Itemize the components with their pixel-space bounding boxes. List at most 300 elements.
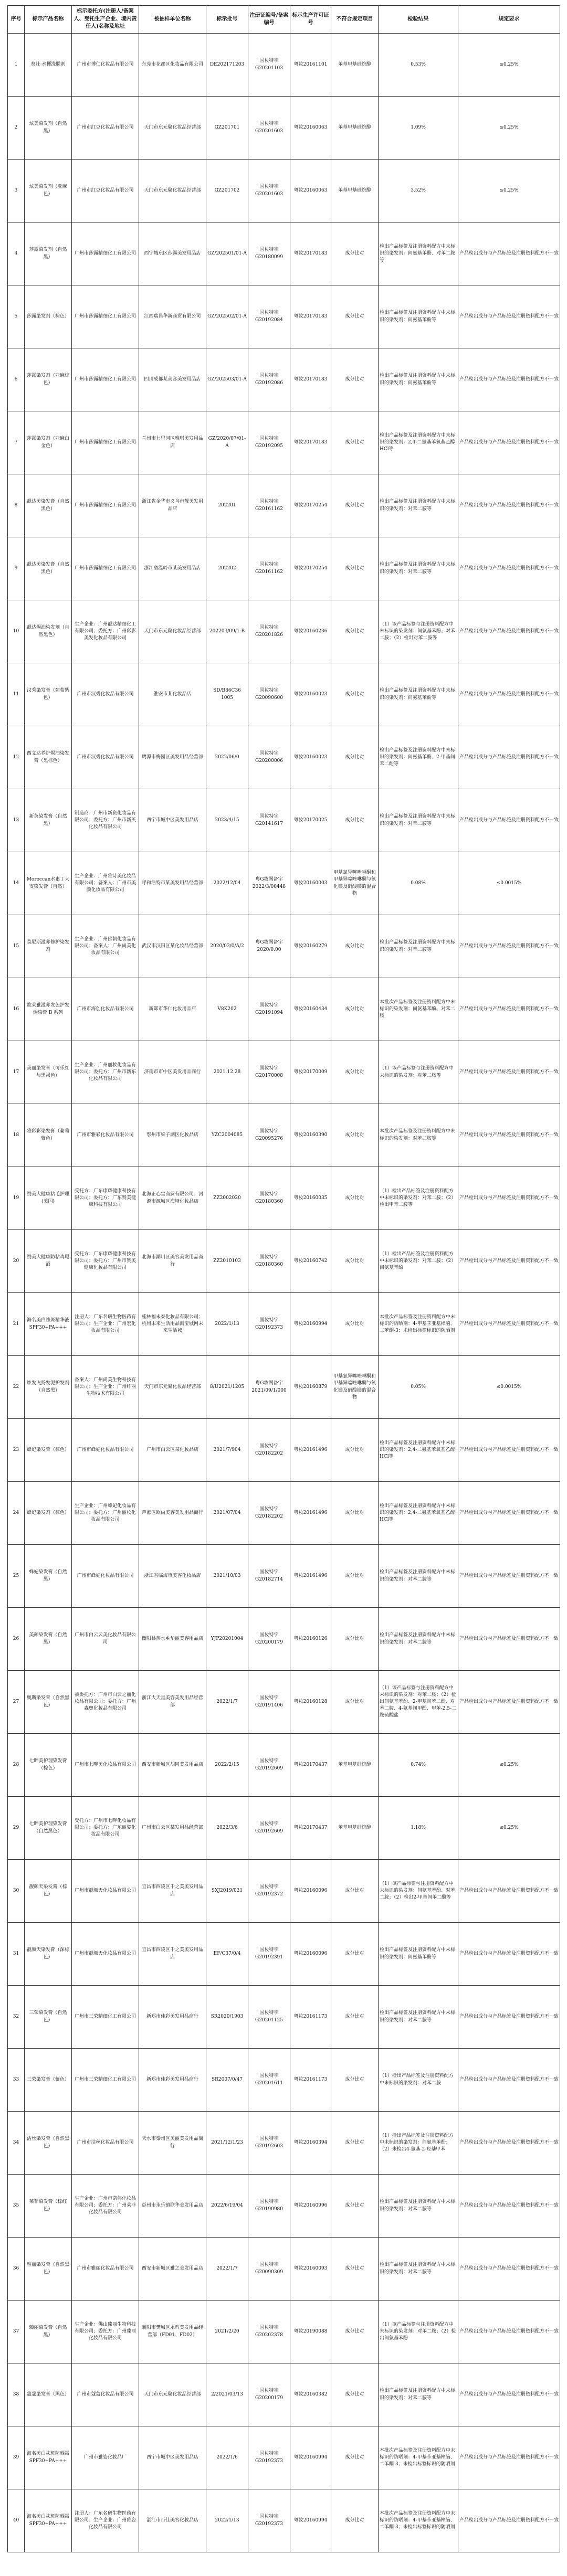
cell-entrusting-party: 广州市三荣精细化工有限公司 — [72, 2049, 139, 2112]
cell-sampled-unit: 天水市秦州区美丽美发用品商行 — [139, 2112, 206, 2175]
cell-product-name: 海名美白祛斑防晒霜SPF30+PA+++ — [25, 2489, 72, 2552]
cell-entrusting-party: 广州市白云云美化妆品有限公司 — [72, 1608, 139, 1671]
cell-batch-number: YZC2004085 — [206, 1104, 248, 1167]
cell-requirement: 产品检出成分与产品标签及注册资料配方不一致 — [458, 2112, 560, 2175]
cell-batch-number: ZZ2010103 — [206, 1230, 248, 1293]
cell-nonconforming-item: 成分比对 — [331, 726, 379, 789]
cell-index: 36 — [8, 2238, 25, 2301]
cell-requirement: 产品检出成分与产品标签及注册资料配方不一致 — [458, 789, 560, 852]
cell-test-result: （1）该产品标签与注册资料配方中未标识的染发剂：对苯二胺等 — [379, 1041, 458, 1104]
cell-test-result: 0.05% — [379, 1356, 458, 1419]
cell-index: 34 — [8, 2112, 25, 2175]
cell-batch-number: 2022/2/15 — [206, 1734, 248, 1797]
cell-batch-number: DE202171203 — [206, 34, 248, 97]
cell-batch-number: YJP20201004 — [206, 1608, 248, 1671]
cell-batch-number: EF/C37/0/4 — [206, 1923, 248, 1986]
cell-sampled-unit: 广州市白云区某化妆品店 — [139, 1419, 206, 1482]
cell-entrusting-party: 生产企业：广州靓达精细化工有限公司；委托方：广州彩影美发化妆品有限公司 — [72, 600, 139, 663]
cell-nonconforming-item: 甲基氯异噻唑啉酮和甲基异噻唑啉酮与氯化镁及硝酸镁的混合物 — [331, 1356, 379, 1419]
cell-test-result: 检出产品标签及注册资料配方中未标识的染发剂：2,4-二氨基苯氧基乙醇HCl等 — [379, 1419, 458, 1482]
cell-requirement: 产品检出成分与产品标签及注册资料配方不一致 — [458, 222, 560, 285]
cell-test-result: （1）检出产品标签及注册资料配方中未标识的染发剂：对苯二胺；（2）检出甲苯二胺等 — [379, 1167, 458, 1230]
cell-index: 12 — [8, 726, 25, 789]
table-row — [8, 1860, 560, 1923]
cell-requirement: ≤0.25% — [458, 97, 560, 160]
cell-requirement: 产品检出成分与产品标签及注册资料配方不一致 — [458, 1986, 560, 2049]
cell-index: 20 — [8, 1230, 25, 1293]
table-row — [8, 1671, 560, 1734]
cell-license-number: 粤妆20160126 — [290, 1608, 331, 1671]
cell-license-number: 粤妆20160096 — [290, 1923, 331, 1986]
cell-batch-number: ZZ2002020 — [206, 1167, 248, 1230]
table-row — [8, 1356, 560, 1419]
cell-registration-number: 国妆特字G20180360 — [248, 1230, 290, 1293]
cell-license-number: 粤妆20160394 — [290, 2112, 331, 2175]
cell-nonconforming-item: 成分比对 — [331, 2238, 379, 2301]
cell-product-name: 莎露染发剂（自然黑） — [25, 222, 72, 285]
cell-test-result: 0.53% — [379, 34, 458, 97]
cell-entrusting-party: 注册人：广东名研生物医药有限公司；生产企业：广州宏化妆品有限公司 — [72, 1293, 139, 1356]
cell-license-number: 粤妆20170183 — [290, 285, 331, 348]
table-row — [8, 2175, 560, 2238]
cell-nonconforming-item: 成分比对 — [331, 1671, 379, 1734]
cell-entrusting-party: 广州市雅丽化妆品有限公司 — [72, 2238, 139, 2301]
cell-sampled-unit: 天门市东元聚化妆品经营部 — [139, 2363, 206, 2426]
cell-product-name: 奥斯染发膏（自然黑色） — [25, 1671, 72, 1734]
cell-nonconforming-item: 成分比对 — [331, 1419, 379, 1482]
cell-license-number: 粤妆20160996 — [290, 2175, 331, 2238]
cell-sampled-unit: 浙江省温岭市某美发用品店 — [139, 537, 206, 600]
cell-requirement: 产品检出成分与产品标签及注册资料配方不一致 — [458, 1482, 560, 1545]
cell-product-name: 欧莱雅滋养发色护发焗染膏 B 系列 — [25, 978, 72, 1041]
cell-requirement: 产品检出成分与产品标签及注册资料配方不一致 — [458, 600, 560, 663]
cell-sampled-unit: 新郑市佳彩美发用品商行 — [139, 1986, 206, 2049]
cell-nonconforming-item: 成分比对 — [331, 663, 379, 726]
cell-batch-number: 2021/12/1/23 — [206, 2112, 248, 2175]
cell-requirement: 产品检出成分与产品标签及注册资料配方不一致 — [458, 474, 560, 537]
cell-product-name: 靓颜天染发膏（棕色） — [25, 1860, 72, 1923]
cell-requirement: 产品检出成分与产品标签及注册资料配方不一致 — [458, 1041, 560, 1104]
cell-test-result: 检出产品标签及注册资料配方中未标识的染发剂：间氨基苯酚等 — [379, 285, 458, 348]
cell-nonconforming-item: 苯基甲基硅烷醇 — [331, 1734, 379, 1797]
cell-sampled-unit: 鄂州市梁子湖区化妆品店 — [139, 1104, 206, 1167]
cell-registration-number: 国妆特字G20095276 — [248, 1104, 290, 1167]
table-row — [8, 1482, 560, 1545]
cell-batch-number: 202201 — [206, 474, 248, 537]
cell-sampled-unit: 呼和浩特市某美发用品经营部 — [139, 852, 206, 915]
cell-requirement: 产品检出成分与产品标签及注册资料配方不一致 — [458, 2301, 560, 2363]
cell-nonconforming-item: 成分比对 — [331, 1482, 379, 1545]
cell-requirement: 产品检出成分与产品标签及注册资料配方不一致 — [458, 1608, 560, 1671]
cell-entrusting-party: 广州市三荣精细化工有限公司 — [72, 1986, 139, 2049]
cell-batch-number: 2022/1/7 — [206, 2238, 248, 2301]
cell-license-number: 粤妆20170183 — [290, 348, 331, 411]
cell-nonconforming-item: 成分比对 — [331, 222, 379, 285]
cell-entrusting-party: 广州市蔻蔻化妆品有限公司 — [72, 2363, 139, 2426]
cell-batch-number: 2022/1/6 — [206, 2426, 248, 2489]
cell-entrusting-party: 受托方：广州市七畔化妆品有限公司；委托方：广东丽姿化妆品有限公司 — [72, 1797, 139, 1860]
cell-product-name: 靓达焗油染发剂（自然黑色） — [25, 600, 72, 663]
cell-index: 22 — [8, 1356, 25, 1419]
cell-sampled-unit: 新郑市佳彩美发用品商行 — [139, 2049, 206, 2112]
cell-license-number: 粤妆20160236 — [290, 600, 331, 663]
cell-index: 24 — [8, 1482, 25, 1545]
cell-product-name: 蜂妃染发膏（棕色） — [25, 1419, 72, 1482]
cell-entrusting-party: 生产企业：广州丽妆化妆品有限公司；委托方：广州市新东化妆品有限公司 — [72, 1041, 139, 1104]
table-row — [8, 726, 560, 789]
cell-registration-number: 国妆特字G20182202 — [248, 1482, 290, 1545]
cell-license-number: 粤妆20170183 — [290, 222, 331, 285]
cell-batch-number: 2022/1/7 — [206, 1671, 248, 1734]
cell-requirement: 产品检出成分与产品标签及注册资料配方不一致 — [458, 663, 560, 726]
cell-sampled-unit: 浙江省金华市义乌市靓美发用品店 — [139, 474, 206, 537]
cell-test-result: 检出产品标签及注册资料配方中未标识的染发剂：对苯二胺等 — [379, 474, 458, 537]
cell-license-number: 粤妆20160742 — [290, 1230, 331, 1293]
table-row — [8, 978, 560, 1041]
table-row — [8, 1293, 560, 1356]
cell-requirement: 产品检出成分与产品标签及注册资料配方不一致 — [458, 1104, 560, 1167]
table-row — [8, 34, 560, 97]
cell-test-result: 1.18% — [379, 1797, 458, 1860]
cell-nonconforming-item: 成分比对 — [331, 2489, 379, 2552]
cell-nonconforming-item: 成分比对 — [331, 1104, 379, 1167]
cell-product-name: 新英染发膏（自然黑） — [25, 789, 72, 852]
cell-index: 28 — [8, 1734, 25, 1797]
cell-entrusting-party: 广州市蜂妃化妆品有限公司 — [72, 1419, 139, 1482]
cell-license-number: 粤妆20161173 — [290, 2049, 331, 2112]
cell-index: 23 — [8, 1419, 25, 1482]
inspection-results-table — [7, 5, 560, 2552]
cell-entrusting-party: 广州市雅姿化妆品厂 — [72, 2426, 139, 2489]
cell-nonconforming-item: 成分比对 — [331, 789, 379, 852]
cell-registration-number: 国妆特字G20192391 — [248, 1923, 290, 1986]
cell-license-number: 粤妆20190088 — [290, 2301, 331, 2363]
cell-nonconforming-item: 成分比对 — [331, 285, 379, 348]
cell-test-result: （1）检出产品标签及注册资料配方中未标识的染发剂：对苯二胺 — [379, 2049, 458, 2112]
cell-product-name: Moroccan水素丁大支染发膏（自然） — [25, 852, 72, 915]
cell-product-name: 三荣染发膏（自然色） — [25, 1986, 72, 2049]
cell-requirement: 产品检出成分与产品标签及注册资料配方不一致 — [458, 2489, 560, 2552]
cell-batch-number: 2021/07/04 — [206, 1482, 248, 1545]
cell-license-number: 粤妆20160096 — [290, 1860, 331, 1923]
cell-index: 5 — [8, 285, 25, 348]
cell-test-result: 检出产品标签及注册资料配方中未标识的染发剂：2,4-二氨基苯氧基乙醇HCl等 — [379, 1482, 458, 1545]
cell-batch-number: 2022/1/13 — [206, 1293, 248, 1356]
cell-entrusting-party: 生产企业：广州雅诗美化妆品有限公司；备案人：广州市美颜化妆品有限公司 — [72, 852, 139, 915]
cell-batch-number: SR2020/1903 — [206, 1986, 248, 2049]
cell-sampled-unit: 鹰潭市梅园区美发用品经营部 — [139, 726, 206, 789]
table-row — [8, 1797, 560, 1860]
table-body — [8, 34, 560, 2552]
table-header-row — [8, 6, 560, 34]
cell-requirement: 产品检出成分与产品标签及注册资料配方不一致 — [458, 915, 560, 978]
table-row — [8, 1419, 560, 1482]
cell-entrusting-party: 生产企业：广州蜂妃化妆品有限公司；委托方：广州丽妆化妆品有限公司 — [72, 1482, 139, 1545]
cell-batch-number: SR2007/0/47 — [206, 2049, 248, 2112]
cell-index: 17 — [8, 1041, 25, 1104]
cell-registration-number: 国妆特字G20192603 — [248, 2112, 290, 2175]
cell-nonconforming-item: 成分比对 — [331, 2301, 379, 2363]
cell-sampled-unit: 东莞市花都区化妆品有限公司 — [139, 34, 206, 97]
cell-registration-number: 国妆特字G20201603 — [248, 160, 290, 222]
table-row — [8, 1230, 560, 1293]
cell-registration-number: 国妆特字G20192373 — [248, 2489, 290, 2552]
cell-license-number: 粤妆20161173 — [290, 1986, 331, 2049]
cell-entrusting-party: 制造商：广州市新资化妆品有限公司；委托方：广州市新英化妆品有限公司 — [72, 789, 139, 852]
cell-registration-number: 国妆特字G20200179 — [248, 2363, 290, 2426]
cell-test-result: 本批次产品标签及注册资料配方中未标识的染发剂：间氨基苯酚、对苯二胺 — [379, 978, 458, 1041]
cell-index: 27 — [8, 1671, 25, 1734]
cell-requirement: 产品检出成分与产品标签及注册资料配方不一致 — [458, 348, 560, 411]
cell-registration-number: 国妆特字G20192609 — [248, 1734, 290, 1797]
cell-requirement: 产品检出成分与产品标签及注册资料配方不一致 — [458, 1860, 560, 1923]
cell-registration-number: 国妆特字G20182714 — [248, 1545, 290, 1608]
cell-registration-number: 国妆特字G20192609 — [248, 1797, 290, 1860]
cell-nonconforming-item: 成分比对 — [331, 1986, 379, 2049]
cell-registration-number: 国妆特字G20190980 — [248, 2175, 290, 2238]
cell-nonconforming-item: 苯基甲基硅烷醇 — [331, 1797, 379, 1860]
cell-product-name: 炫美染发剂（自然黑） — [25, 97, 72, 160]
cell-batch-number: 2021/2/20 — [206, 2301, 248, 2363]
cell-batch-number: 2021.12.28 — [206, 1041, 248, 1104]
cell-index: 31 — [8, 1923, 25, 1986]
cell-requirement: ≤0.25% — [458, 34, 560, 97]
cell-product-name: 葵壮·水梗洗脱剂 — [25, 34, 72, 97]
cell-index: 18 — [8, 1104, 25, 1167]
cell-test-result: 0.08% — [379, 852, 458, 915]
cell-nonconforming-item: 成分比对 — [331, 2363, 379, 2426]
cell-product-name: 七畔美护理染发膏（棕色） — [25, 1734, 72, 1797]
cell-registration-number: 粤G妆网备字2021/09/1/000 — [248, 1356, 290, 1419]
cell-sampled-unit: 西宁市城中区美发用品店 — [139, 789, 206, 852]
cell-sampled-unit: 西宁城东区莎露美发用品店 — [139, 222, 206, 285]
cell-registration-number: 国妆特字G20170008 — [248, 1041, 290, 1104]
cell-product-name: 三荣染发膏（紫色） — [25, 2049, 72, 2112]
cell-nonconforming-item: 成分比对 — [331, 1293, 379, 1356]
cell-sampled-unit: 兰州市七里河区雅琪美发用品店 — [139, 411, 206, 474]
cell-batch-number: V8K202 — [206, 978, 248, 1041]
header-entrusting-party: 标示委托方(注册人/备案人、受托生产企业、境内责任人)名称及地址 — [72, 6, 139, 34]
table-row — [8, 1104, 560, 1167]
cell-license-number: 粤妆20170009 — [290, 1041, 331, 1104]
cell-sampled-unit: 西安市新城区雅之美发用品店 — [139, 2238, 206, 2301]
cell-requirement: 产品检出成分与产品标签及注册资料配方不一致 — [458, 1923, 560, 1986]
cell-test-result: （1）该产品标签与注册资料配方中未标识的染发剂：间氨基苯酚、对苯二胺；（2）检出2-甲基间苯二酚等 — [379, 1860, 458, 1923]
cell-license-number: 粤妆20170183 — [290, 411, 331, 474]
table-row — [8, 2363, 560, 2426]
cell-license-number: 粤妆20170025 — [290, 789, 331, 852]
table-row — [8, 537, 560, 600]
cell-nonconforming-item: 成分比对 — [331, 1167, 379, 1230]
cell-test-result: 检出产品标签及注册资料配方中未标识的染发剂：间氨基苯酚等 — [379, 1923, 458, 1986]
cell-test-result: 检出产品标签及注册资料配方中未标识的染发剂：间氨基苯酚、2-甲基间苯二酚等 — [379, 726, 458, 789]
cell-sampled-unit: 西安市新城区胡同美发用品店 — [139, 1734, 206, 1797]
cell-entrusting-party: 广州市七畔美化妆品有限公司 — [72, 1734, 139, 1797]
cell-test-result: （1）该产品标签与注册资料配方中未标识的染发剂：对苯二胺；（2）检出间氨基苯酚 — [379, 2301, 458, 2363]
table-row — [8, 2238, 560, 2301]
cell-requirement: 产品检出成分与产品标签及注册资料配方不一致 — [458, 978, 560, 1041]
table-row — [8, 1041, 560, 1104]
cell-sampled-unit: 济南市市中区美发用品商行 — [139, 1041, 206, 1104]
cell-registration-number: 国妆特字G20141617 — [248, 789, 290, 852]
header-sampled-unit: 被抽样单位名称 — [139, 6, 206, 34]
cell-product-name: 蜂妃染发膏（自然黑） — [25, 1545, 72, 1608]
cell-nonconforming-item: 成分比对 — [331, 600, 379, 663]
cell-test-result: （1）检出产品标签及注册资料配方中未标识的染发剂：间氨基苯酚；（2）未检出4-氨基-2-羟基甲苯 — [379, 2112, 458, 2175]
table-row — [8, 1923, 560, 1986]
cell-license-number: 粤妆20160879 — [290, 1356, 331, 1419]
cell-product-name: 莫尼斯滋养修护染发剂 — [25, 915, 72, 978]
table-row — [8, 222, 560, 285]
cell-license-number: 粤妆20170437 — [290, 1734, 331, 1797]
cell-requirement: 产品检出成分与产品标签及注册资料配方不一致 — [458, 411, 560, 474]
cell-index: 11 — [8, 663, 25, 726]
cell-entrusting-party: 广州市汉秀化妆品有限公司 — [72, 663, 139, 726]
cell-registration-number: 国妆特字G20180099 — [248, 222, 290, 285]
cell-entrusting-party: 备案人：广州尚美生物科技有限公司；生产企业：广州纤丽生物技术有限公司 — [72, 1356, 139, 1419]
cell-test-result: 检出产品标签及注册资料配方中未标识的染发剂：对苯二胺等 — [379, 2238, 458, 2301]
cell-product-name: 炫美染发剂（亚麻色） — [25, 160, 72, 222]
cell-sampled-unit: 西宁市城中区美发用品店 — [139, 2426, 206, 2489]
table-row — [8, 663, 560, 726]
cell-nonconforming-item: 成分比对 — [331, 1923, 379, 1986]
table-row — [8, 97, 560, 160]
table-row — [8, 160, 560, 222]
cell-test-result: 检出产品标签及注册资料配方中未标识的染发剂：2,4-二氨基苯氧基乙醇HCl等 — [379, 411, 458, 474]
cell-batch-number: SXJ2019/021 — [206, 1860, 248, 1923]
cell-registration-number: 国妆特字G20192086 — [248, 348, 290, 411]
cell-entrusting-party: 注册人：广东名研生物医药有限公司；生产企业：广州雅姿化妆品有限公司 — [72, 2489, 139, 2552]
cell-batch-number: GZ201702 — [206, 160, 248, 222]
cell-registration-number: 国妆特字G20201611 — [248, 2049, 290, 2112]
cell-registration-number: 国妆特字G20200179 — [248, 1608, 290, 1671]
cell-test-result: 检出产品标签及注册资料配方中未标识的染发剂：对苯二胺等 — [379, 1986, 458, 2049]
cell-test-result: 本批次产品标签及注册资料配方中未标识的防晒剂：4-甲基苄亚基樟脑、二苯酮-3；未检出标签标识的防晒剂 — [379, 1293, 458, 1356]
cell-index: 33 — [8, 2049, 25, 2112]
cell-sampled-unit: 四川成都某美容美发用品店 — [139, 348, 206, 411]
cell-product-name: 莎露染发剂（亚麻棕色） — [25, 348, 72, 411]
cell-license-number: 粤妆20160279 — [290, 915, 331, 978]
cell-index: 40 — [8, 2489, 25, 2552]
cell-product-name: 靓达美染发膏（自然黑色） — [25, 474, 72, 537]
cell-registration-number: 国妆特字G20192373 — [248, 2426, 290, 2489]
cell-test-result: 检出产品标签及注册资料配方中未标识的染发剂：对苯二胺等 — [379, 2363, 458, 2426]
cell-sampled-unit: 襄阳市樊城区永辉美发用品经营部（FD01、FD02） — [139, 2301, 206, 2363]
cell-sampled-unit: 彭州市永乐镇联华美发用品店 — [139, 2175, 206, 2238]
cell-test-result: 检出产品标签及注册资料配方中未标识的染发剂：对苯二胺等 — [379, 1608, 458, 1671]
cell-entrusting-party: 广州市海创化妆品有限公司 — [72, 978, 139, 1041]
cell-index: 26 — [8, 1608, 25, 1671]
cell-index: 15 — [8, 915, 25, 978]
cell-test-result: 本批次产品标签及注册资料配方中未标识的防晒剂：4-甲基苄亚基樟脑、二苯酮-3；未检出标签标识的防晒剂 — [379, 2426, 458, 2489]
cell-index: 9 — [8, 537, 25, 600]
cell-batch-number: 2022/6/19/04 — [206, 2175, 248, 2238]
cell-index: 30 — [8, 1860, 25, 1923]
cell-license-number: 粤妆20160023 — [290, 663, 331, 726]
cell-test-result: 本批次产品标签及注册资料配方中未标识的染发剂：对苯二胺等 — [379, 1104, 458, 1167]
cell-requirement: 产品检出成分与产品标签及注册资料配方不一致 — [458, 285, 560, 348]
cell-license-number: 粤妆20160994 — [290, 1293, 331, 1356]
table-row — [8, 285, 560, 348]
cell-entrusting-party: 广州市莎露精细化工有限公司 — [72, 537, 139, 600]
cell-nonconforming-item: 苯基甲基硅烷醇 — [331, 160, 379, 222]
cell-test-result: 检出产品标签及注册资料配方中未标识的染发剂：间氨基苯酚、对苯二胺等 — [379, 222, 458, 285]
header-test-result: 检验结果 — [379, 6, 458, 34]
cell-sampled-unit: 北海市潮川区美容美发用品商行 — [139, 1230, 206, 1293]
cell-product-name: 洁丝染发膏（自然黑色） — [25, 2112, 72, 2175]
cell-test-result: 检出产品标签及注册资料配方中未标识的染发剂：对苯二胺等 — [379, 2175, 458, 2238]
cell-license-number: 粤妆20160128 — [290, 1671, 331, 1734]
cell-product-name: 美丽染发膏（可乐红与黑褐色） — [25, 1041, 72, 1104]
cell-batch-number: 2022/3/6 — [206, 1797, 248, 1860]
table-row — [8, 789, 560, 852]
header-batch-number: 标示批号 — [206, 6, 248, 34]
cell-requirement: 产品检出成分与产品标签及注册资料配方不一致 — [458, 1419, 560, 1482]
cell-requirement: 产品检出成分与产品标签及注册资料配方不一致 — [458, 1293, 560, 1356]
cell-batch-number: GZ/202502/01-A — [206, 285, 248, 348]
cell-requirement: 产品检出成分与产品标签及注册资料配方不一致 — [458, 537, 560, 600]
cell-requirement: ≤0.25% — [458, 160, 560, 222]
table-row — [8, 2426, 560, 2489]
cell-registration-number: 国妆特字G20191094 — [248, 978, 290, 1041]
cell-sampled-unit: 北海正心堂商贸有限公司；河源市源城区海垭化妆品店 — [139, 1167, 206, 1230]
cell-registration-number: 国妆特字G20201125 — [248, 1986, 290, 2049]
cell-batch-number: 2021/10/03 — [206, 1545, 248, 1608]
cell-index: 39 — [8, 2426, 25, 2489]
cell-registration-number: 国妆特字G20161162 — [248, 474, 290, 537]
cell-test-result: 检出产品标签及注册资料配方中未标识的染发剂：对苯二胺等 — [379, 789, 458, 852]
cell-license-number: 粤妆20160003 — [290, 852, 331, 915]
cell-product-name: 蜂妃染发剂（棕色） — [25, 1482, 72, 1545]
cell-product-name: 赞美大健康防粘鸡尾酒 — [25, 1230, 72, 1293]
table-row — [8, 348, 560, 411]
cell-batch-number: 2023/4/15 — [206, 789, 248, 852]
cell-entrusting-party: 广州市洁丝化妆品有限公司 — [72, 2112, 139, 2175]
cell-requirement: 产品检出成分与产品标签及注册资料配方不一致 — [458, 2175, 560, 2238]
cell-entrusting-party: 生产企业：广州市诺伟化妆品有限公司；委托方：广州莱菲化妆品有限公司 — [72, 2175, 139, 2238]
cell-index: 6 — [8, 348, 25, 411]
cell-nonconforming-item: 成分比对 — [331, 537, 379, 600]
cell-entrusting-party: 广州市莎露精细化工有限公司 — [72, 285, 139, 348]
table-row — [8, 1167, 560, 1230]
cell-sampled-unit: 宜昌市西陵区千之美美发用品店 — [139, 1923, 206, 1986]
cell-nonconforming-item: 成分比对 — [331, 915, 379, 978]
cell-test-result: （1）检出产品标签及注册资料配方中未标识的染发剂：对苯二胺；（2）间氨基苯酚 — [379, 1230, 458, 1293]
table-row — [8, 1545, 560, 1608]
cell-nonconforming-item: 苯基甲基硅烷醇 — [331, 34, 379, 97]
cell-index: 21 — [8, 1293, 25, 1356]
cell-registration-number: 国妆特字G20200006 — [248, 726, 290, 789]
cell-product-name: 美颜染发膏（自然黑） — [25, 1608, 72, 1671]
cell-nonconforming-item: 成分比对 — [331, 2112, 379, 2175]
cell-entrusting-party: 广州市汉秀化妆品有限公司 — [72, 726, 139, 789]
cell-batch-number: 2022/12/04 — [206, 852, 248, 915]
cell-product-name: 臻丽染发膏（自然黑） — [25, 2301, 72, 2363]
header-registration-number: 注册证编号/备案编号 — [248, 6, 290, 34]
table-row — [8, 852, 560, 915]
cell-requirement: 产品检出成分与产品标签及注册资料配方不一致 — [458, 1545, 560, 1608]
cell-product-name: 汉秀染发膏（葡萄紫色） — [25, 663, 72, 726]
cell-registration-number: 国妆特字G20161162 — [248, 537, 290, 600]
cell-requirement: 产品检出成分与产品标签及注册资料配方不一致 — [458, 1671, 560, 1734]
table-row — [8, 600, 560, 663]
cell-requirement: 产品检出成分与产品标签及注册资料配方不一致 — [458, 2238, 560, 2301]
cell-batch-number: 202202 — [206, 537, 248, 600]
cell-sampled-unit: 湛江市百佳美容化妆品店 — [139, 2489, 206, 2552]
cell-license-number: 粤妆20161496 — [290, 1482, 331, 1545]
cell-license-number: 粤妆20160023 — [290, 726, 331, 789]
table-row — [8, 2049, 560, 2112]
